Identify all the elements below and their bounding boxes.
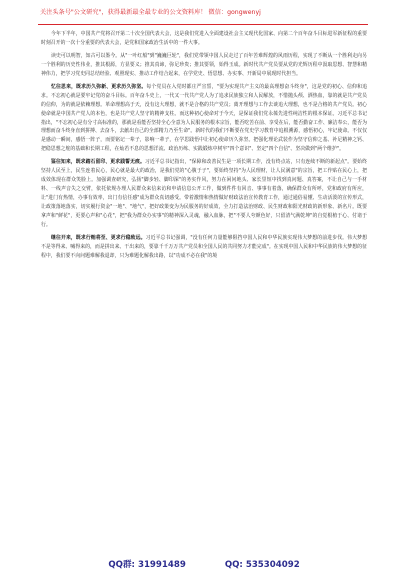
page-header-banner: 关注头条号"公文研究"，获得最新最全最专业的公文资料库！ 微信：gongwenyj [40,9,261,16]
footer-qq-contact: QQ: 535304092 [224,560,300,570]
paragraph [41,83,367,154]
paragraph [41,30,367,48]
footer-qq-group: QQ群: 31991489 [108,560,186,570]
header-divider [38,24,368,25]
section-heading-3: 继往开来，既求行贿将至、更求行稳致远。 [51,234,146,241]
section-heading-1: 忆往思来，既求历久弥新、更求历久弥坚。 [51,83,147,90]
paragraph-text: 习近平总书记强调，"没有任何力量能够阻挡中国人民和中华民族实现伟大梦想的前进步伐。伟大梦想不是等得来、喊得来的，而是拼出来、干出来的，要靠千千万万共产党员和全国人民的共同努力才能完成"。在实现中国人民和中华民族的伟大梦想的征程中，我们要不向问题难解我退却，只为难题化解我出路，以"功成不必在我"的境 [41,234,367,259]
document-body [41,30,367,265]
paragraph-text: 读史可以明智，知古可以鉴今。从"一叶红船"到"巍巍巨轮"，我们党带领中国人民走过了百年苦难辉煌的风雨历程，实现了不断从一个胜利走向另一个胜利的历史性伟业，推其根源，方显要义；推其真谛，弥足珍贵；推其要领，始得玉成。新时代共产党员要从党的光辉历程中汲取思想、智慧和精神伟力，把学习党史同总结经验、观照现实、推动工作结合起来，在学党史、悟思想、办实事、开新局中展现时代担当。 [41,53,367,77]
paragraph-text: 每个党员在入党时都庄严宣誓，"要为实现共产主义的最高理想奋斗终身"，这是党的初心、信仰和追求。不忘初心就是要牢记党的奋斗目标。百年奋斗史上，一代又一代共产党人为了追求民族独立和人民解放，不惜抛头颅、洒热血，靠的就是共产党员的信仰，为的就是依赖理想。革命理想高于天，没有这大理想，就不是合格的共产党员；离开理想与工作去谈追大理想，也不是合格的共产党员。初心使命就是中国共产党人的本色，也是共产党人坚守的精神支柱。而这种初心使命对于今天，是保证我们党永葆先进性纯洁性的根本保证。习近平总书记指出，"不忘初心是有分寸高标准的，那就是看能否坚持全心全意为人民服务的根本宗旨，能否吃苦在前、享受在后，能否勤奋工作、廉洁奉公，能否为理想而奋斗终身直到拼搏、去奋斗，去献出自己的全部精力乃至生命"。新时代的我们不断要在党史学习教育中追根溯源，感悟初心，牢记使命。不仅仅是感动一瞬间，感悟一阵子，而要铭记一辈子，影响一辈子，在学思践悟中让初心使命历久弥坚。把强化理论武装作为坚守信仰之基、补足精神之钙、把稳思想之舵的基础和长期工程，在灿若不息的思想洋流、政治历练、实践锻炼中树牢"四个意识"、坚定"四个自信"、坚决做到"两个维护"。 [41,83,368,153]
page-footer [0,558,408,570]
section-heading-2: 鉴往知来，既求踏石留印、更求践誓无痕。 [51,159,145,166]
paragraph-text: 今年下半年，中国共产党将召开第二十次全国代表大会，这是我们党进入全面建设社会主义现代化国家、向第二个百年奋斗目标进军新征程的重要时刻召开的一次十分重要的代表大会，是党和国家政治生活中的一件大事。 [41,31,367,46]
paragraph-text: 习近平总书记指出，"保障和改善民生是一项长期工作，没有终点站，只有连续不断的新起点"。要始终坚持人民至上，民生连着民心，民心就是最大的政治，是我们党的"心腹于子"，要始终坚持"为人民理财，让人民满意"的宗旨，把工作贴在民心上，把成效体现在群众笑脸上。加强调查研究，弘扬"脚步轻、脚印深"的务实作风，努力在闲问地头、家长里短中找到真问题、真答案，不让自己与一手材料、一线声音失之交臂，依托依规办理人民群众来信来访和申请信息公开工作，做到件件有回音、事事有着落，确保群众有所呼，党和政府有所应，让"进门有热情，办事有效率，出门有信任感"成为群众真切感受。带着激情和热情做好财政法治宣传教育工作，通过通俗易懂、生动活泼的宣传形式，让政策落地落实，切实履行资金"一地"、"地气"，把好政策变为为民服务的好成效，全力打造法治财政、民生财政和阳光财政的新形象、新名片。既要拿声和"鲜花"，更要心声和"心花"，把"我为群众办实事"的精神深入灵魂，融入血脉，把"不要人夸颜色好，只留清气满乾坤"的自觉根植于心、付诸于行。 [41,159,368,228]
paragraph [41,52,367,79]
paragraph [41,158,367,229]
paragraph [41,234,367,261]
